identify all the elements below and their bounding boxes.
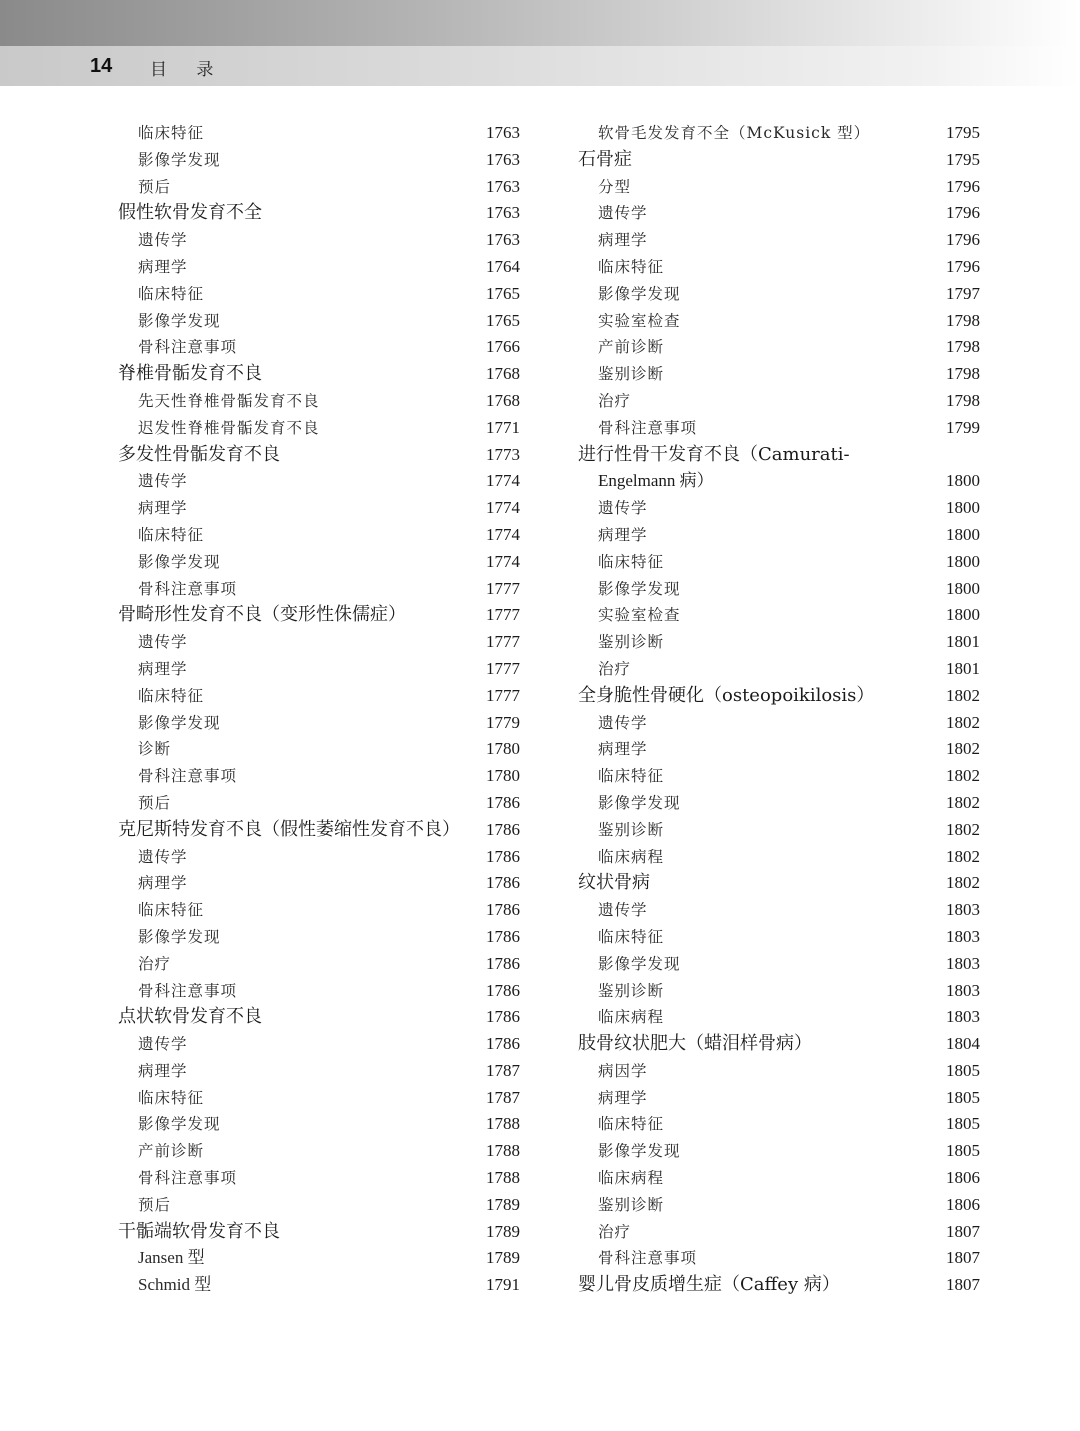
toc-entry-page: 1805 [946, 1087, 980, 1107]
toc-entry-page: 1803 [946, 926, 980, 946]
toc-entry-title: 石骨症 [578, 148, 632, 170]
toc-entry-title: 影像学发现 [598, 1142, 681, 1161]
toc-entry-page: 1763 [486, 123, 520, 142]
toc-entry-page: 1801 [946, 658, 980, 678]
toc-entry-page: 1803 [946, 980, 980, 1000]
toc-entry-page: 1766 [486, 337, 520, 357]
toc-main-entry[interactable] [118, 1219, 520, 1246]
toc-main-entry[interactable] [118, 361, 520, 388]
toc-main-entry[interactable] [578, 870, 980, 897]
toc-entry-title: 临床特征 [138, 901, 205, 920]
toc-sub-entry[interactable] [118, 710, 520, 737]
toc-entry-page: 1780 [486, 739, 520, 759]
toc-entry-title: 脊椎骨骺发育不良 [118, 363, 262, 385]
toc-entry-page: 1800 [946, 498, 980, 518]
toc-entry-page: 1763 [486, 176, 520, 196]
toc-entry-page: 1777 [486, 578, 520, 598]
toc-entry-title: 先天性脊椎骨骺发育不良 [138, 391, 320, 410]
toc-entry-page: 1789 [486, 1221, 520, 1241]
toc-sub-entry[interactable] [118, 790, 520, 817]
toc-sub-entry[interactable] [578, 388, 980, 415]
toc-entry-title: 病理学 [598, 525, 648, 544]
toc-sub-entry[interactable] [118, 388, 520, 415]
toc-entry-page: 1805 [946, 1060, 980, 1080]
toc-entry-page: 1788 [486, 1141, 520, 1161]
toc-entry-page: 1786 [486, 1007, 520, 1027]
toc-entry-title: 骨科注意事项 [138, 579, 238, 598]
toc-sub-entry[interactable] [578, 495, 980, 522]
toc-left-column [118, 120, 520, 1299]
toc-entry-title: 遗传学 [598, 499, 648, 518]
toc-entry-title: 遗传学 [598, 713, 648, 732]
toc-sub-entry[interactable] [578, 1058, 980, 1085]
toc-sub-entry[interactable] [578, 361, 980, 388]
toc-entry-page: 1796 [946, 176, 980, 196]
toc-entry-page: 1803 [946, 900, 980, 920]
toc-entry-title: 病理学 [138, 257, 188, 276]
toc-sub-entry[interactable] [578, 254, 980, 281]
toc-entry-title: 遗传学 [138, 633, 188, 652]
toc-entry-title: 影像学发现 [598, 284, 681, 303]
toc-entry-page: 1802 [946, 792, 980, 812]
toc-entry-title: 影像学发现 [138, 927, 221, 946]
toc-entry-page: 1796 [946, 203, 980, 223]
toc-entry-title: 鉴别诊断 [598, 365, 665, 384]
toc-entry-title: 病理学 [138, 1061, 188, 1080]
toc-entry-page: 1787 [486, 1060, 520, 1080]
toc-entry-title: 遗传学 [138, 231, 188, 250]
toc-entry-page: 1802 [946, 739, 980, 759]
toc-entry-page: 1806 [946, 1168, 980, 1188]
toc-entry-title: 预后 [138, 177, 172, 196]
toc-entry-page: 1802 [946, 766, 980, 786]
toc-sub-entry[interactable] [118, 495, 520, 522]
toc-entry-page: 1786 [486, 873, 520, 893]
toc-sub-entry[interactable] [118, 1138, 520, 1165]
toc-entry-page: 1773 [486, 444, 520, 464]
toc-entry-title: 软骨毛发发育不全（McKusick 型） [598, 124, 871, 142]
toc-entry-title: 诊断 [138, 740, 172, 759]
toc-entry-page: 1780 [486, 766, 520, 786]
toc-entry-page: 1800 [946, 605, 980, 625]
toc-entry-page: 1786 [486, 953, 520, 973]
toc-entry-title: 临床病程 [598, 1008, 665, 1027]
toc-sub-entry[interactable] [578, 576, 980, 603]
toc-sub-entry[interactable] [118, 522, 520, 549]
toc-sub-entry[interactable] [118, 415, 520, 442]
toc-sub-entry[interactable] [118, 1111, 520, 1138]
toc-right-column [578, 120, 980, 1299]
toc-entry-page: 1763 [486, 203, 520, 223]
toc-entry-title: 实验室检查 [598, 606, 681, 625]
toc-entry-page: 1795 [946, 149, 980, 169]
toc-entry-page: 1796 [946, 256, 980, 276]
toc-entry-page: 1802 [946, 846, 980, 866]
toc-sub-entry[interactable] [118, 120, 520, 147]
toc-sub-entry[interactable] [118, 683, 520, 710]
toc-sub-entry[interactable] [578, 120, 980, 147]
header-band-top [0, 0, 1080, 46]
toc-entry-title: 骨科注意事项 [138, 338, 238, 357]
toc-entry-page: 1763 [486, 149, 520, 169]
toc-entry-title: 治疗 [598, 659, 632, 678]
toc-sub-entry[interactable] [578, 629, 980, 656]
toc-entry-title: 纹状骨病 [578, 872, 650, 894]
toc-sub-entry[interactable] [118, 656, 520, 683]
toc-sub-entry[interactable] [118, 281, 520, 308]
toc-entry-page: 1791 [486, 1275, 520, 1295]
toc-sub-entry[interactable] [578, 602, 980, 629]
toc-entry-title: 产前诊断 [598, 338, 665, 357]
toc-entry-page: 1798 [946, 390, 980, 410]
toc-sub-entry[interactable] [118, 468, 520, 495]
section-title: 目 录 [150, 60, 226, 80]
toc-sub-entry[interactable] [578, 736, 980, 763]
toc-sub-entry[interactable] [578, 174, 980, 201]
toc-entry-title: 分型 [598, 177, 632, 196]
toc-sub-entry[interactable] [578, 844, 980, 871]
toc-sub-entry[interactable] [118, 629, 520, 656]
toc-entry-title: 影像学发现 [598, 954, 681, 973]
toc-entry-title: 遗传学 [598, 204, 648, 223]
toc-entry-page: 1798 [946, 310, 980, 330]
toc-sub-entry[interactable] [578, 817, 980, 844]
toc-entry-title: 影像学发现 [598, 793, 681, 812]
toc-entry-page: 1786 [486, 926, 520, 946]
page-number: 14 [90, 55, 113, 77]
toc-entry-title: 临床特征 [138, 525, 205, 544]
toc-sub-entry[interactable] [578, 1004, 980, 1031]
toc-entry-title: 遗传学 [138, 1035, 188, 1054]
toc-sub-entry[interactable] [578, 281, 980, 308]
toc-entry-page: 1763 [486, 230, 520, 250]
toc-entry-title: 临床特征 [598, 1115, 665, 1134]
toc-sub-entry[interactable] [118, 334, 520, 361]
toc-entry-title: 治疗 [598, 391, 632, 410]
toc-entry-page: 1799 [946, 417, 980, 437]
toc-entry-page: 1798 [946, 337, 980, 357]
toc-entry-title: 骨科注意事项 [598, 1249, 698, 1268]
toc-sub-entry[interactable] [118, 227, 520, 254]
toc-entry-title: Engelmann 病） [598, 471, 714, 491]
toc-entry-title: 实验室检查 [598, 311, 681, 330]
toc-entry-title: 多发性骨骺发育不良 [118, 443, 280, 465]
toc-sub-entry[interactable] [118, 576, 520, 603]
toc-entry-page: 1764 [486, 256, 520, 276]
toc-sub-entry[interactable] [578, 415, 980, 442]
toc-entry-page: 1777 [486, 605, 520, 625]
toc-sub-entry[interactable] [118, 978, 520, 1005]
toc-entry-title: 遗传学 [598, 901, 648, 920]
toc-sub-entry[interactable] [118, 147, 520, 174]
toc-entry-title: Schmid 型 [138, 1275, 212, 1295]
toc-entry-title: 鉴别诊断 [598, 1195, 665, 1214]
toc-sub-entry[interactable] [118, 736, 520, 763]
toc-entry-page: 1765 [486, 310, 520, 330]
toc-entry-page: 1774 [486, 498, 520, 518]
toc-entry-title: 肢骨纹状肥大（蜡泪样骨病） [578, 1033, 812, 1055]
toc-main-entry[interactable] [118, 1004, 520, 1031]
toc-entry-page: 1807 [946, 1275, 980, 1295]
toc-entry-page: 1803 [946, 953, 980, 973]
toc-entry-title: 点状软骨发育不良 [118, 1006, 262, 1028]
toc-entry-page: 1800 [946, 578, 980, 598]
toc-entry-page: 1800 [946, 524, 980, 544]
toc-entry-page: 1786 [486, 792, 520, 812]
toc-entry-page: 1777 [486, 685, 520, 705]
toc-sub-entry[interactable] [118, 1245, 520, 1272]
toc-entry-title: 病因学 [598, 1061, 648, 1080]
toc-sub-entry[interactable] [118, 763, 520, 790]
toc-entry-title: 骨科注意事项 [138, 981, 238, 1000]
toc-entry-page: 1765 [486, 283, 520, 303]
toc-sub-entry[interactable] [578, 227, 980, 254]
toc-sub-entry[interactable] [578, 790, 980, 817]
toc-main-entry[interactable] [118, 602, 520, 629]
toc-entry-page: 1805 [946, 1141, 980, 1161]
toc-entry-page: 1768 [486, 390, 520, 410]
toc-entry-title: 病理学 [598, 231, 648, 250]
toc-entry-page: 1779 [486, 712, 520, 732]
toc-entry-page: 1786 [486, 1034, 520, 1054]
toc-entry-title: 临床病程 [598, 847, 665, 866]
toc-entry-title: 病理学 [598, 740, 648, 759]
toc-entry-title: 骨科注意事项 [138, 1169, 238, 1188]
toc-entry-page: 1806 [946, 1194, 980, 1214]
toc-entry-page: 1774 [486, 524, 520, 544]
toc-entry-title: 临床特征 [138, 284, 205, 303]
toc-sub-entry[interactable] [578, 763, 980, 790]
toc-entry-title: 病理学 [138, 659, 188, 678]
toc-entry-page: 1774 [486, 551, 520, 571]
toc-main-entry[interactable] [118, 817, 520, 844]
toc-sub-entry[interactable] [578, 1165, 980, 1192]
toc-entry-title: 病理学 [138, 499, 188, 518]
toc-entry-page: 1802 [946, 712, 980, 732]
toc-entry-title: 影像学发现 [138, 311, 221, 330]
toc-entry-title: 干骺端软骨发育不良 [118, 1220, 280, 1242]
toc-entry-page: 1796 [946, 230, 980, 250]
toc-entry-page: 1788 [486, 1114, 520, 1134]
toc-sub-entry[interactable] [578, 200, 980, 227]
toc-entry-page: 1802 [946, 819, 980, 839]
toc-entry-page: 1795 [946, 123, 980, 142]
toc-entry-title: 临床特征 [598, 552, 665, 571]
toc-entry-title: 影像学发现 [138, 150, 221, 169]
toc-entry-page: 1771 [486, 417, 520, 437]
toc-entry-page: 1804 [946, 1034, 980, 1054]
toc-entry-title: 迟发性脊椎骨骺发育不良 [138, 418, 320, 437]
toc-sub-entry[interactable] [578, 1111, 980, 1138]
toc-entry-title: 骨科注意事项 [598, 418, 698, 437]
toc-sub-entry[interactable] [118, 897, 520, 924]
toc-entry-title: 进行性骨干发育不良（Camurati- [578, 443, 850, 465]
toc-sub-entry[interactable] [578, 1138, 980, 1165]
toc-sub-entry[interactable] [118, 308, 520, 335]
toc-main-entry[interactable] [578, 683, 980, 710]
toc-sub-entry[interactable] [578, 978, 980, 1005]
toc-entry-title: 临床特征 [598, 927, 665, 946]
toc-entry-title: 产前诊断 [138, 1142, 205, 1161]
toc-entry-page: 1802 [946, 873, 980, 893]
toc-sub-entry[interactable] [118, 951, 520, 978]
toc-sub-entry[interactable] [578, 1192, 980, 1219]
toc-entry-page: 1786 [486, 980, 520, 1000]
toc-sub-entry[interactable] [578, 924, 980, 951]
toc-sub-entry[interactable] [578, 1219, 980, 1246]
toc-entry-title: 临床特征 [598, 257, 665, 276]
toc-entry-page: 1786 [486, 819, 520, 839]
toc-main-entry[interactable] [578, 1031, 980, 1058]
toc-sub-entry[interactable] [578, 1245, 980, 1272]
toc-entry-page: 1777 [486, 632, 520, 652]
toc-entry-page: 1807 [946, 1248, 980, 1268]
toc-sub-entry[interactable] [118, 1192, 520, 1219]
toc-entry-page: 1798 [946, 364, 980, 384]
toc-sub-entry[interactable] [578, 468, 980, 495]
toc-entry-title: 遗传学 [138, 472, 188, 491]
toc-entry-page: 1800 [946, 471, 980, 491]
toc-entry-title: Jansen 型 [138, 1248, 205, 1268]
toc-entry-title: 临床病程 [598, 1169, 665, 1188]
toc-main-entry[interactable] [578, 147, 980, 174]
toc-sub-entry[interactable] [578, 522, 980, 549]
toc-entry-title: 全身脆性骨硬化（osteopoikilosis） [578, 684, 875, 706]
toc-entry-title: 病理学 [138, 874, 188, 893]
toc-sub-entry[interactable] [118, 1272, 520, 1299]
toc-sub-entry[interactable] [118, 1031, 520, 1058]
toc-entry-page: 1788 [486, 1168, 520, 1188]
toc-entry-title: 临床特征 [138, 1088, 205, 1107]
toc-entry-title: 影像学发现 [598, 579, 681, 598]
toc-entry-title: 影像学发现 [138, 552, 221, 571]
toc-sub-entry[interactable] [578, 951, 980, 978]
toc-entry-title: 假性软骨发育不全 [118, 202, 262, 224]
toc-sub-entry[interactable] [578, 656, 980, 683]
toc-entry-page: 1802 [946, 685, 980, 705]
toc-entry-title: 鉴别诊断 [598, 981, 665, 1000]
toc-entry-title: 影像学发现 [138, 713, 221, 732]
toc-sub-entry[interactable] [118, 1165, 520, 1192]
toc-entry-title: 治疗 [138, 954, 172, 973]
toc-entry-title: 病理学 [598, 1088, 648, 1107]
toc-sub-entry[interactable] [578, 710, 980, 737]
toc-entry-title: 鉴别诊断 [598, 633, 665, 652]
toc-entry-page: 1807 [946, 1221, 980, 1241]
toc-entry-page: 1786 [486, 846, 520, 866]
toc-entry-title: 鉴别诊断 [598, 820, 665, 839]
toc-entry-page: 1789 [486, 1194, 520, 1214]
toc-entry-page: 1786 [486, 900, 520, 920]
toc-entry-title: 婴儿骨皮质增生症（Caffey 病） [578, 1274, 840, 1296]
toc-main-entry[interactable] [578, 442, 980, 469]
toc-main-entry[interactable] [118, 442, 520, 469]
toc-sub-entry[interactable] [578, 549, 980, 576]
toc-sub-entry[interactable] [118, 1058, 520, 1085]
toc-entry-page: 1774 [486, 471, 520, 491]
toc-sub-entry[interactable] [578, 334, 980, 361]
toc-entry-title: 克尼斯特发育不良（假性萎缩性发育不良） [118, 818, 460, 840]
toc-sub-entry[interactable] [118, 844, 520, 871]
toc-entry-page: 1777 [486, 658, 520, 678]
page-header [0, 0, 1080, 86]
toc-entry-title: 临床特征 [138, 124, 205, 142]
toc-sub-entry[interactable] [118, 174, 520, 201]
toc-entry-page: 1801 [946, 632, 980, 652]
toc-sub-entry[interactable] [118, 1085, 520, 1112]
toc-sub-entry[interactable] [118, 924, 520, 951]
toc-entry-page: 1797 [946, 283, 980, 303]
toc-sub-entry[interactable] [118, 549, 520, 576]
toc-entry-page: 1800 [946, 551, 980, 571]
toc-entry-page: 1805 [946, 1114, 980, 1134]
toc-entry-title: 预后 [138, 1195, 172, 1214]
toc-sub-entry[interactable] [578, 308, 980, 335]
toc-entry-title: 影像学发现 [138, 1115, 221, 1134]
toc-sub-entry[interactable] [118, 870, 520, 897]
toc-main-entry[interactable] [118, 200, 520, 227]
toc-entry-title: 预后 [138, 793, 172, 812]
toc-sub-entry[interactable] [118, 254, 520, 281]
toc-entry-title: 遗传学 [138, 847, 188, 866]
toc-entry-title: 骨科注意事项 [138, 767, 238, 786]
toc-main-entry[interactable] [578, 1272, 980, 1299]
toc-entry-page: 1789 [486, 1248, 520, 1268]
toc-entry-title: 骨畸形性发育不良（变形性侏儒症） [118, 604, 406, 626]
toc-entry-title: 临床特征 [598, 767, 665, 786]
toc-entry-title: 治疗 [598, 1222, 632, 1241]
toc-entry-page: 1768 [486, 364, 520, 384]
toc-entry-page: 1803 [946, 1007, 980, 1027]
toc-sub-entry[interactable] [578, 897, 980, 924]
toc-sub-entry[interactable] [578, 1085, 980, 1112]
toc-entry-page: 1787 [486, 1087, 520, 1107]
toc-entry-title: 临床特征 [138, 686, 205, 705]
